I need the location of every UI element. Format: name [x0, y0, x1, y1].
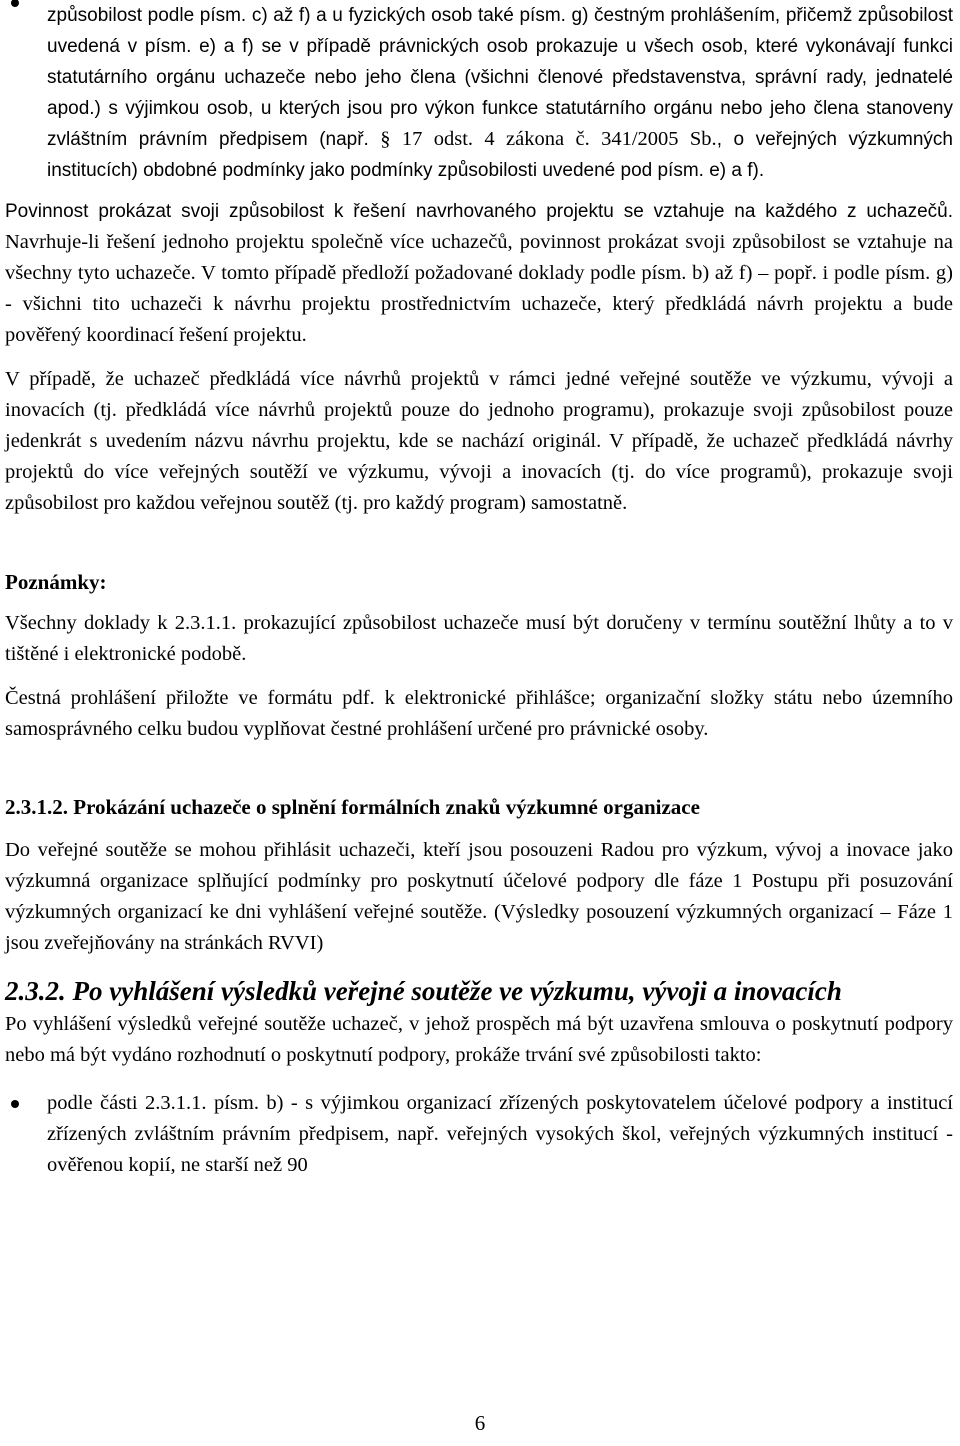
- section-text-2-3-2: Po vyhlášení výsledků veřejné soutěže uchazeč, v jehož prospěch má být uzavřena smlouva o poskytnutí podpory nebo má být vydáno rozhodnutí o poskytnutí podpory, prokáže trvání své způsobilosti takto:: [5, 1013, 953, 1066]
- bullet-1-sans: způsobilost podle písm. c) až f) a u fyzických osob také písm. g) čestným prohlášením, přičemž způsobilost uvedená v písm. e) a f) se v případě právnických osob prokazuje u všech osob, které vykonávají funkci statutárního orgánu uchazeče nebo jeho člena (všichni členové představenstva, správní rady, jednatelé apod.) s výjimkou osob, u kterých jsou pro výkon funkce statutárního orgánu nebo jeho člena stanoveny zvláštním právním předpisem (např.: [47, 5, 953, 150]
- bullet-1-tail: , o veřejných výzkumných institucích) obdobné podmínky jako podmínky způsobilosti uvedené pod písm. e) a f).: [47, 129, 953, 181]
- section-heading-2-3-2: 2.3.2. Po vyhlášení výsledků veřejné soutěže ve výzkumu, vývoji a inovacích: [5, 976, 842, 1006]
- section-text-2-3-1-2: Do veřejné soutěže se mohou přihlásit uchazeči, kteří jsou posouzeni Radou pro výzkum, vývoj a inovace jako výzkumná organizace splňující podmínky pro poskytnutí účelové podpory dle fáze 1 Postupu při posuzování výzkumných organizací ke dni vyhlášení veřejné soutěže. (Výsledky posouzení výzkumných organizací – Fáze 1 jsou zveřejňovány na stránkách RVVI): [5, 839, 953, 954]
- bullet-icon: [11, 0, 19, 7]
- notes-paragraph-1: Všechny doklady k 2.3.1.1. prokazující způsobilost uchazeče musí být doručeny v termínu soutěžní lhůty a to v tištěné i elektronické podobě.: [5, 612, 953, 665]
- bullet-icon: [11, 1100, 19, 1108]
- paragraph-povinnost: [5, 196, 953, 351]
- notes-heading: Poznámky:: [5, 570, 107, 594]
- bullet-1-text: [47, 0, 953, 186]
- document-page: [5, 0, 953, 1181]
- paragraph-povinnost-sans: Povinnost prokázat svoji způsobilost k řešení navrhovaného projektu se vztahuje na každého z uchazečů.: [5, 201, 953, 222]
- bullet-1-law-ref: § 17 odst. 4 zákona č. 341/2005 Sb.: [368, 128, 717, 150]
- section-heading-2-3-1-2: 2.3.1.2. Prokázání uchazeče o splnění formálních znaků výzkumné organizace: [5, 795, 700, 819]
- bullet-2-text: podle části 2.3.1.1. písm. b) - s výjimkou organizací zřízených poskytovatelem účelové podpory a institucí zřízených zvláštním právním předpisem, např. veřejných vysokých škol, veřejných výzkumných institucí - ověřenou kopií, ne starší než 90: [47, 1092, 953, 1176]
- notes-paragraph-2: Čestná prohlášení přiložte ve formátu pdf. k elektronické přihlášce; organizační složky státu nebo územního samosprávného celku budou vyplňovat čestné prohlášení určené pro právnické osoby.: [5, 687, 953, 740]
- paragraph-v-pripade: V případě, že uchazeč předkládá více návrhů projektů v rámci jedné veřejné soutěže ve výzkumu, vývoji a inovacích (tj. předkládá více návrhů projektů pouze do jednoho programu), prokazuje svoji způsobilost pouze jedenkrát s uvedením názvu návrhu projektu, kde se nachází originál. V případě, že uchazeč předkládá návrhy projektů do více veřejných soutěží ve výzkumu, vývoji a inovacích (tj. do více programů), prokazuje svoji způsobilost pro každou veřejnou soutěž (tj. pro každý program) samostatně.: [5, 368, 953, 514]
- list-item-bullet-2: [5, 1088, 953, 1181]
- paragraph-povinnost-serif: Navrhuje-li řešení jednoho projektu společně více uchazečů, povinnost prokázat svoji způsobilost se vztahuje na všechny tyto uchazeče. V tomto případě předloží požadované doklady podle písm. b) až f) – popř. i podle písm. g) - všichni tito uchazeči k návrhu projektu prostřednictvím uchazeče, který předkládá návrh projektu a bude pověřený koordinací řešení projektu.: [5, 231, 953, 346]
- page-number: 6: [474, 1411, 486, 1435]
- list-item-bullet-1: [5, 0, 953, 186]
